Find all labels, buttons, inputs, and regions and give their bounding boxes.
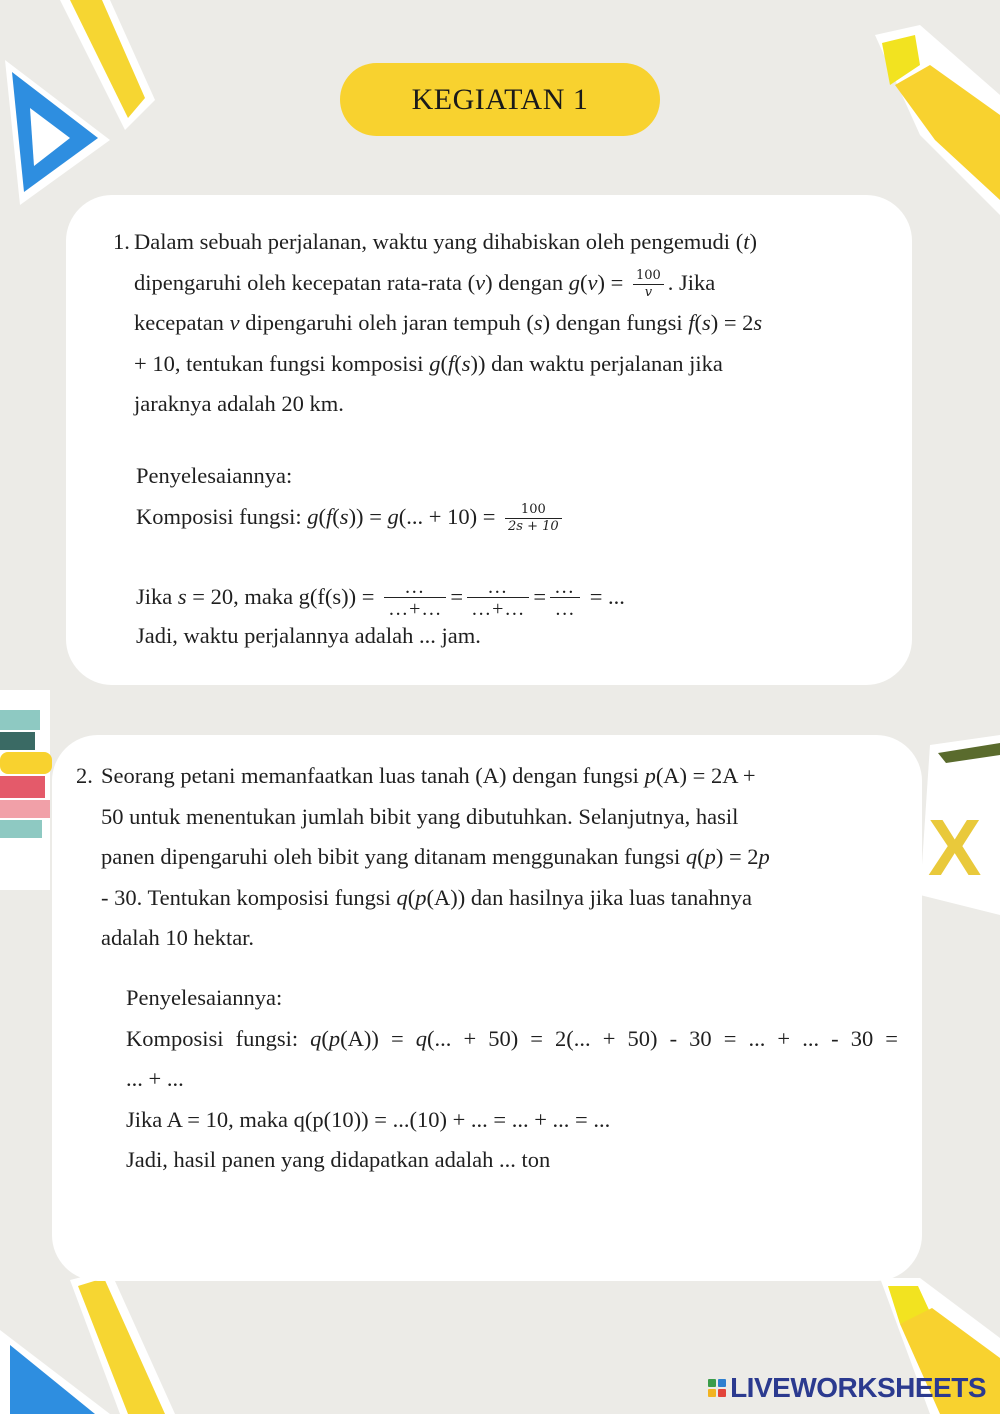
question-line: kecepatan v dipengaruhi oleh jaran tempuh (s) dengan fungsi f(s) = 2s	[134, 310, 763, 335]
question-2	[76, 756, 898, 959]
question-1	[113, 222, 886, 425]
fraction-blank: … …+…	[384, 577, 446, 620]
liveworksheets-logo: LIVEWORKSHEETS	[708, 1372, 986, 1404]
x-tile-right-icon	[920, 735, 1000, 915]
question-line: panen dipengaruhi oleh bibit yang ditanam menggunakan fungsi q(p) = 2p	[101, 844, 770, 869]
solution-2	[126, 978, 898, 1181]
conclusion-line: Jadi, waktu perjalannya adalah ... jam.	[136, 623, 481, 649]
composition-line: Komposisi fungsi: q(p(A)) = q(... + 50) = 2(... + 50) - 30 = ... + ... - 30 =	[126, 1025, 898, 1051]
solution-label: Penyelesaiannya:	[136, 463, 293, 488]
question-line: Dalam sebuah perjalanan, waktu yang dihabiskan oleh pengemudi (t)	[134, 229, 757, 254]
calculation-line: Jika A = 10, maka q(p(10)) = ...(10) + ... = ... + ... = ...	[126, 1106, 611, 1132]
composition-line-cont: ... + ...	[126, 1066, 184, 1091]
fraction: $\frac{100}{v}$	[633, 268, 664, 301]
question-line: Seorang petani memanfaatkan luas tanah (A) dengan fungsi p(A) = 2A +	[101, 763, 756, 788]
question-line: - 30. Tentukan komposisi fungsi q(p(A)) dan hasilnya jika luas tanahnya	[101, 884, 753, 910]
fraction: $\frac{100}{2s + 10}$	[505, 502, 562, 535]
fraction-blank: … …+…	[467, 577, 529, 620]
liveworksheets-logo-icon	[708, 1379, 726, 1397]
fraction-blank: … …	[550, 577, 580, 620]
svg-text:X: X	[928, 803, 982, 892]
triangle-ruler-bottom-left-icon	[0, 1270, 180, 1414]
question-line: adalah 10 hektar.	[101, 925, 255, 950]
solution-1	[136, 456, 625, 657]
page-title: KEGIATAN 1	[340, 63, 660, 136]
question-number: 2.	[76, 763, 93, 788]
calculation-line: Jika s = 20, maka g(f(s)) = … …+… = … …+… = … … = ...	[136, 576, 625, 621]
question-line: + 10, tentukan fungsi komposisi g(f(s)) dan waktu perjalanan jika	[134, 350, 723, 376]
question-number: 1.	[113, 229, 130, 254]
question-line: jaraknya adalah 20 km.	[134, 391, 344, 416]
question-line: dipengaruhi oleh kecepatan rata-rata (v) dengan g(v) = $\frac{100}{v}$ . Jika	[134, 267, 716, 300]
question-line: 50 untuk menentukan jumlah bibit yang dibutuhkan. Selanjutnya, hasil	[101, 803, 739, 829]
conclusion-line: Jadi, hasil panen yang didapatkan adalah ... ton	[126, 1147, 551, 1172]
composition-line: Komposisi fungsi: g(f(s)) = g(... + 10) = $\frac{100}{2s + 10}$	[136, 497, 625, 538]
solution-label: Penyelesaiannya:	[126, 985, 283, 1010]
highlighter-top-right-icon	[860, 25, 1000, 225]
ruler-top-left-icon	[40, 0, 160, 140]
